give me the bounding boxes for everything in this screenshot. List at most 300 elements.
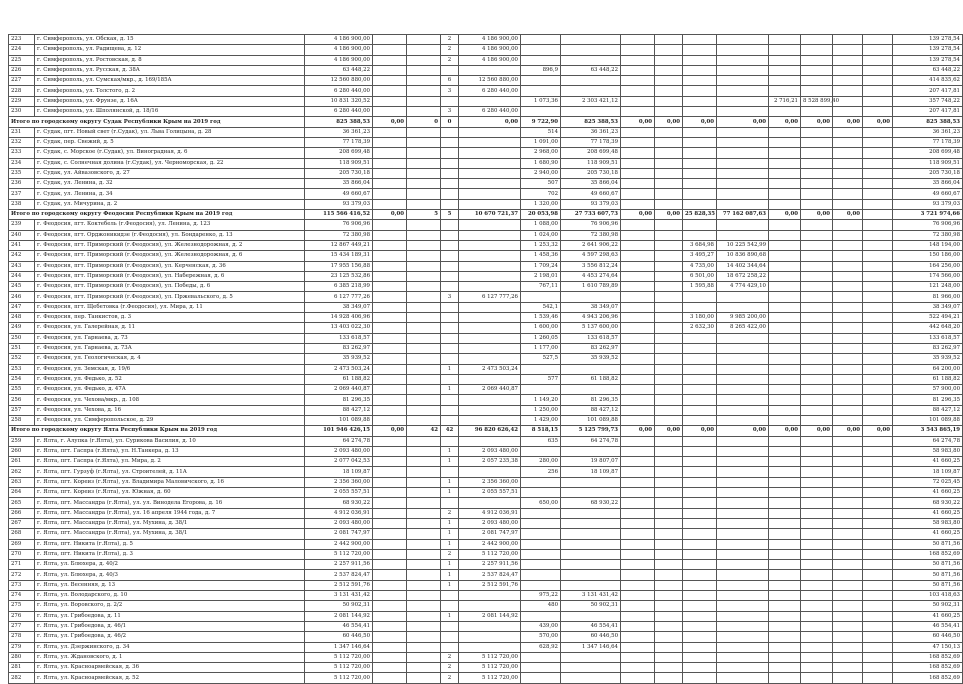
cell-q6	[769, 271, 801, 281]
cell-s3: 64 274,78	[561, 436, 621, 446]
cell-s5	[717, 189, 769, 199]
cell-s4	[655, 580, 683, 590]
cell-s5	[717, 549, 769, 559]
cell-q1	[373, 220, 407, 230]
cell-q3	[521, 446, 561, 456]
address-cell: г. Судак, ул. Айвазовского, д. 27	[35, 168, 305, 178]
table-row	[9, 591, 963, 601]
cell-s7	[863, 539, 893, 549]
cell-q7	[833, 580, 863, 590]
cell-s3	[561, 292, 621, 302]
cell-s6	[801, 45, 833, 55]
cell-s6	[801, 86, 833, 96]
cell-q6	[769, 333, 801, 343]
cell-res: 522 494,21	[893, 313, 963, 323]
cell-s4	[655, 652, 683, 662]
cell-q3	[521, 539, 561, 549]
cell-s1	[407, 591, 441, 601]
cell-q2	[441, 65, 459, 75]
cell-res: 61 188,82	[893, 374, 963, 384]
cell-q3: 1 024,00	[521, 230, 561, 240]
cell-s6	[801, 405, 833, 415]
cell-s6	[801, 76, 833, 86]
cell-q3: 1 091,00	[521, 137, 561, 147]
cell-s4	[655, 508, 683, 518]
cell-res: 64 274,78	[893, 436, 963, 446]
cell-s7	[863, 230, 893, 240]
cell-s6	[801, 271, 833, 281]
cell-s5	[717, 467, 769, 477]
cell-total: 2 077 042,53	[305, 457, 373, 467]
cell-q1	[373, 199, 407, 209]
cell-res: 76 906,96	[893, 220, 963, 230]
cell-s3	[561, 107, 621, 117]
cell-q5	[683, 663, 717, 673]
cell-q7	[833, 76, 863, 86]
cell-s3	[561, 76, 621, 86]
row-number: 250	[9, 333, 35, 343]
cell-s3: 81 296,35	[561, 395, 621, 405]
row-number: 243	[9, 261, 35, 271]
cell-s7	[863, 323, 893, 333]
cell-q6	[769, 137, 801, 147]
cell-s6	[801, 611, 833, 621]
cell-s3	[561, 611, 621, 621]
cell-q2	[441, 467, 459, 477]
cell-q2: 1	[441, 446, 459, 456]
cell-s2: 2 257 911,56	[459, 560, 521, 570]
row-number: 249	[9, 323, 35, 333]
cell-s4	[655, 35, 683, 45]
row-number: 253	[9, 364, 35, 374]
cell-q5	[683, 364, 717, 374]
cell-q3	[521, 549, 561, 559]
cell-total: 2 069 440,87	[305, 385, 373, 395]
cell-s6	[801, 158, 833, 168]
cell-total: 2 473 503,24	[305, 364, 373, 374]
cell-q5	[683, 477, 717, 487]
cell-s4	[655, 179, 683, 189]
cell-s2	[459, 261, 521, 271]
cell-res: 72 380,98	[893, 230, 963, 240]
cell-q7	[833, 642, 863, 652]
cell-q7	[833, 343, 863, 353]
cell-s4	[655, 549, 683, 559]
table-row	[9, 415, 963, 425]
cell-q3: 702	[521, 189, 561, 199]
address-cell: г. Симферополь, ул. Ростовская, д. 8	[35, 55, 305, 65]
cell-q4	[621, 199, 655, 209]
cell-res: 3 721 974,66	[893, 210, 963, 220]
cell-q2	[441, 436, 459, 446]
cell-q6	[769, 292, 801, 302]
address-cell: г. Феодосия, ул. Симферопольское, д. 29	[35, 415, 305, 425]
cell-q1	[373, 127, 407, 137]
cell-total: 2 093 480,00	[305, 518, 373, 528]
cell-q6	[769, 343, 801, 353]
table-row	[9, 642, 963, 652]
table-row	[9, 86, 963, 96]
cell-q5	[683, 65, 717, 75]
cell-q3	[521, 488, 561, 498]
cell-s4	[655, 632, 683, 642]
cell-s7	[863, 415, 893, 425]
table-row	[9, 673, 963, 683]
cell-total: 35 939,52	[305, 354, 373, 364]
row-number: 229	[9, 96, 35, 106]
cell-s2: 2 356 360,00	[459, 477, 521, 487]
cell-res: 93 379,03	[893, 199, 963, 209]
table-row	[9, 498, 963, 508]
cell-s5: 77 162 087,63	[717, 210, 769, 220]
cell-q5	[683, 35, 717, 45]
cell-q4	[621, 549, 655, 559]
cell-s7	[863, 76, 893, 86]
cell-q6	[769, 436, 801, 446]
cell-s4	[655, 158, 683, 168]
cell-q7	[833, 529, 863, 539]
cell-q2: 2	[441, 549, 459, 559]
cell-s5	[717, 220, 769, 230]
cell-s1	[407, 395, 441, 405]
cell-s5	[717, 374, 769, 384]
cell-s6	[801, 313, 833, 323]
cell-s5	[717, 354, 769, 364]
cell-q3	[521, 580, 561, 590]
cell-q4	[621, 457, 655, 467]
cell-s1	[407, 518, 441, 528]
row-number: 258	[9, 415, 35, 425]
address-cell: г. Судак, пгт. Новый свет (г.Судак), ул. Льва Голицына, д. 28	[35, 127, 305, 137]
cell-q5	[683, 632, 717, 642]
cell-q2	[441, 251, 459, 261]
address-cell: г. Феодосия, пгт. Щебетовка (г.Феодосия), ул. Мира, д. 11	[35, 302, 305, 312]
cell-s3: 49 660,67	[561, 189, 621, 199]
cell-s7	[863, 240, 893, 250]
row-number: 274	[9, 591, 35, 601]
cell-q5	[683, 199, 717, 209]
cell-s7	[863, 343, 893, 353]
cell-q4	[621, 405, 655, 415]
cell-s4	[655, 673, 683, 683]
cell-s7	[863, 189, 893, 199]
cell-total: 2 257 911,56	[305, 560, 373, 570]
cell-total: 81 296,35	[305, 395, 373, 405]
cell-s4: 0,00	[655, 117, 683, 127]
cell-total: 2 442 900,00	[305, 539, 373, 549]
cell-q5	[683, 446, 717, 456]
cell-s2	[459, 405, 521, 415]
cell-s1	[407, 55, 441, 65]
cell-res: 41 660,25	[893, 457, 963, 467]
cell-s6	[801, 529, 833, 539]
cell-s1	[407, 148, 441, 158]
cell-q3	[521, 107, 561, 117]
row-number: 255	[9, 385, 35, 395]
cell-q5	[683, 343, 717, 353]
table-row	[9, 45, 963, 55]
cell-q3: 507	[521, 179, 561, 189]
cell-s7	[863, 35, 893, 45]
cell-s3	[561, 560, 621, 570]
cell-q5: 2 632,30	[683, 323, 717, 333]
cell-q1	[373, 467, 407, 477]
table-row	[9, 354, 963, 364]
cell-s3	[561, 477, 621, 487]
address-cell: г. Симферополь, ул. Толстого, д. 2	[35, 86, 305, 96]
cell-s7	[863, 292, 893, 302]
cell-q4	[621, 539, 655, 549]
cell-s3	[561, 364, 621, 374]
cell-q5	[683, 230, 717, 240]
cell-q4	[621, 436, 655, 446]
row-number: 265	[9, 498, 35, 508]
table-row	[9, 35, 963, 45]
cell-s1	[407, 415, 441, 425]
cell-q4	[621, 488, 655, 498]
address-cell: г. Феодосия, пгт. Приморский (г.Феодосия), ул. Набережная, д. 6	[35, 271, 305, 281]
cell-q3	[521, 35, 561, 45]
cell-q5: 0,00	[683, 426, 717, 436]
cell-s4	[655, 436, 683, 446]
address-cell: г. Ялта, пгт. Кореиз (г.Ялта), ул. Владимира Маловичского, д. 16	[35, 477, 305, 487]
cell-s6	[801, 570, 833, 580]
cell-q6: 2 716,21	[769, 96, 801, 106]
cell-q5	[683, 405, 717, 415]
cell-q1	[373, 55, 407, 65]
table-row	[9, 230, 963, 240]
row-number: 269	[9, 539, 35, 549]
row-number: 234	[9, 158, 35, 168]
cell-s1	[407, 168, 441, 178]
cell-res: 58 983,80	[893, 446, 963, 456]
cell-res: 36 361,23	[893, 127, 963, 137]
address-cell: г. Ялта, пгт. Никита (г.Ялта), д. 3	[35, 549, 305, 559]
cell-q7	[833, 385, 863, 395]
cell-q7	[833, 395, 863, 405]
cell-q7	[833, 549, 863, 559]
cell-s4	[655, 457, 683, 467]
cell-q1	[373, 374, 407, 384]
cell-q6	[769, 508, 801, 518]
cell-q3: 650,00	[521, 498, 561, 508]
cell-s7	[863, 199, 893, 209]
cell-q4	[621, 282, 655, 292]
cell-q6: 0,00	[769, 210, 801, 220]
cell-q5	[683, 374, 717, 384]
table-row	[9, 96, 963, 106]
cell-total: 118 909,51	[305, 158, 373, 168]
cell-res: 101 089,88	[893, 415, 963, 425]
cell-s1	[407, 549, 441, 559]
cell-q7	[833, 86, 863, 96]
cell-total: 5 112 720,00	[305, 673, 373, 683]
address-cell: г. Ялта, ул. Весенняя, д. 13	[35, 580, 305, 590]
cell-q3: 2 198,01	[521, 271, 561, 281]
cell-s2	[459, 642, 521, 652]
cell-s4	[655, 107, 683, 117]
cell-s2: 5 112 720,00	[459, 549, 521, 559]
cell-s1	[407, 642, 441, 652]
cell-s1	[407, 220, 441, 230]
cell-res: 46 554,41	[893, 621, 963, 631]
cell-total: 46 554,41	[305, 621, 373, 631]
cell-s5	[717, 127, 769, 137]
cell-q3: 1 088,00	[521, 220, 561, 230]
cell-total: 208 699,48	[305, 148, 373, 158]
cell-q7	[833, 518, 863, 528]
cell-q7	[833, 652, 863, 662]
total-label: Итого по городскому округу Судак Республики Крым на 2019 год	[9, 117, 305, 127]
address-cell: г. Феодосия, ул. Гарнаева, д. 73А	[35, 343, 305, 353]
cell-s7	[863, 652, 893, 662]
cell-s2: 12 560 880,00	[459, 76, 521, 86]
cell-q1	[373, 395, 407, 405]
cell-s2	[459, 601, 521, 611]
cell-s5	[717, 35, 769, 45]
cell-s2: 6 127 777,26	[459, 292, 521, 302]
row-number: 264	[9, 488, 35, 498]
cell-q1	[373, 539, 407, 549]
table-row	[9, 385, 963, 395]
cell-s5	[717, 96, 769, 106]
cell-s6	[801, 261, 833, 271]
row-number: 263	[9, 477, 35, 487]
cell-s5: 4 774 429,10	[717, 282, 769, 292]
cell-s3	[561, 580, 621, 590]
cell-q1	[373, 415, 407, 425]
cell-q7	[833, 179, 863, 189]
cell-q7	[833, 333, 863, 343]
cell-q2	[441, 323, 459, 333]
table-row	[9, 55, 963, 65]
row-number: 270	[9, 549, 35, 559]
cell-q2	[441, 230, 459, 240]
cell-q4	[621, 374, 655, 384]
cell-q4	[621, 220, 655, 230]
cell-s5	[717, 632, 769, 642]
cell-s1	[407, 96, 441, 106]
cell-s7	[863, 601, 893, 611]
cell-q4	[621, 632, 655, 642]
cell-s3: 18 109,87	[561, 467, 621, 477]
cell-s4	[655, 405, 683, 415]
cell-q3	[521, 86, 561, 96]
cell-s2	[459, 632, 521, 642]
cell-s1	[407, 405, 441, 415]
cell-s6	[801, 539, 833, 549]
cell-s1	[407, 560, 441, 570]
cell-q7	[833, 663, 863, 673]
cell-q5	[683, 601, 717, 611]
cell-q5	[683, 488, 717, 498]
cell-s4	[655, 642, 683, 652]
table-row	[9, 199, 963, 209]
cell-q3: 635	[521, 436, 561, 446]
cell-s5	[717, 333, 769, 343]
cell-s3	[561, 529, 621, 539]
cell-s1	[407, 137, 441, 147]
cell-total: 2 055 557,51	[305, 488, 373, 498]
cell-q2	[441, 189, 459, 199]
cell-total: 6 127 777,26	[305, 292, 373, 302]
table-row	[9, 158, 963, 168]
cell-q7	[833, 673, 863, 683]
cell-q3: 767,11	[521, 282, 561, 292]
cell-q5: 3 180,00	[683, 313, 717, 323]
cell-q4	[621, 302, 655, 312]
cell-q1	[373, 323, 407, 333]
cell-q7	[833, 107, 863, 117]
cell-q6	[769, 570, 801, 580]
cell-s1	[407, 240, 441, 250]
table-row	[9, 570, 963, 580]
cell-s1	[407, 333, 441, 343]
cell-s5	[717, 230, 769, 240]
cell-total: 38 349,07	[305, 302, 373, 312]
cell-s7	[863, 313, 893, 323]
table-row	[9, 251, 963, 261]
cell-s2	[459, 96, 521, 106]
cell-q5	[683, 570, 717, 580]
address-cell: г. Феодосия, пгт. Приморский (г.Феодосия), ул. Пржевальского, д. 5	[35, 292, 305, 302]
cell-q4	[621, 251, 655, 261]
cell-total: 88 427,12	[305, 405, 373, 415]
cell-total: 2 512 591,76	[305, 580, 373, 590]
cell-s5	[717, 385, 769, 395]
cell-s1	[407, 446, 441, 456]
cell-q1	[373, 292, 407, 302]
cell-res: 35 866,04	[893, 179, 963, 189]
table-row	[9, 457, 963, 467]
cell-res: 3 543 865,19	[893, 426, 963, 436]
cell-s2	[459, 415, 521, 425]
cell-s4	[655, 220, 683, 230]
cell-q4	[621, 529, 655, 539]
cell-q7	[833, 591, 863, 601]
cell-s7	[863, 86, 893, 96]
cell-q7	[833, 467, 863, 477]
cell-total: 115 566 416,52	[305, 210, 373, 220]
cell-q7	[833, 65, 863, 75]
cell-q5	[683, 292, 717, 302]
cell-s6	[801, 652, 833, 662]
cell-s7	[863, 591, 893, 601]
cell-q2	[441, 148, 459, 158]
cell-q5	[683, 45, 717, 55]
cell-s5	[717, 580, 769, 590]
cell-s3: 35 939,52	[561, 354, 621, 364]
cell-q4	[621, 137, 655, 147]
cell-q1	[373, 137, 407, 147]
cell-res: 47 150,13	[893, 642, 963, 652]
cell-s2: 6 280 440,00	[459, 86, 521, 96]
cell-q4	[621, 96, 655, 106]
cell-q1	[373, 179, 407, 189]
cell-s3: 50 902,31	[561, 601, 621, 611]
cell-s4	[655, 168, 683, 178]
cell-res: 174 566,00	[893, 271, 963, 281]
cell-s2: 4 912 036,91	[459, 508, 521, 518]
cell-total: 5 112 720,00	[305, 549, 373, 559]
cell-s6	[801, 395, 833, 405]
cell-s7	[863, 611, 893, 621]
cell-q3: 527,5	[521, 354, 561, 364]
row-number: 246	[9, 292, 35, 302]
cell-total: 133 618,57	[305, 333, 373, 343]
cell-total: 2 093 480,00	[305, 446, 373, 456]
cell-s5	[717, 611, 769, 621]
